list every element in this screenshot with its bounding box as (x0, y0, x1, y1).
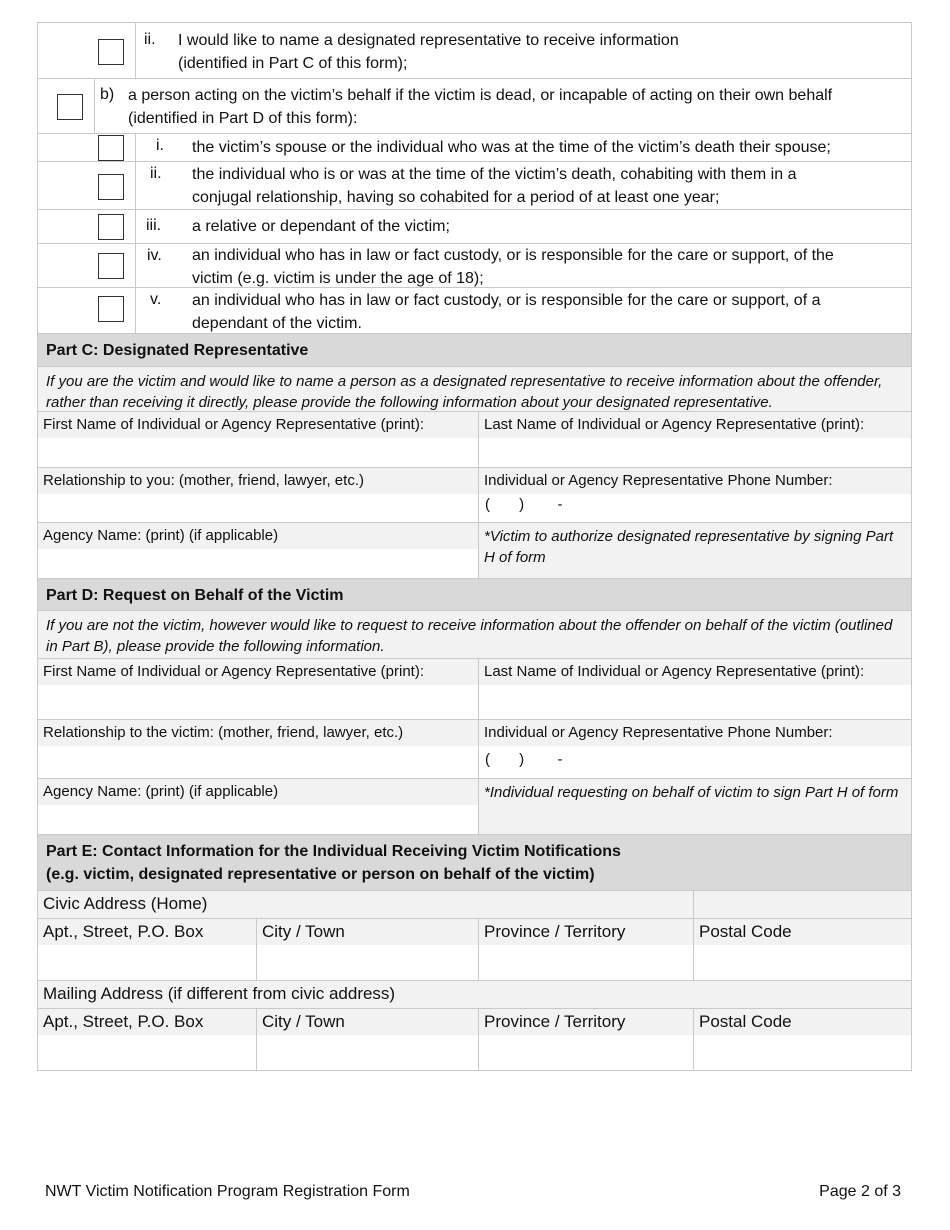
option-text: a person acting on the victim’s behalf if the victim is dead, or incapable of acting on their own behalf (128, 87, 833, 104)
option-text: the victim’s spouse or the individual who was at the time of the victim’s death their spouse; (192, 139, 831, 156)
option-number: ii. (150, 165, 162, 182)
mailing-address-label: Mailing Address (if different from civic address) (38, 981, 911, 1008)
part-c-intro: If you are the victim and would like to name a person as a designated representative to receive information about the offender, rather than receiving it directly, please provide the following information about your designated representative. (37, 367, 912, 412)
city-label: City / Town (257, 919, 478, 945)
checkbox-b-iii[interactable] (98, 214, 124, 240)
option-number: iii. (146, 217, 162, 234)
agency-name-field[interactable] (38, 779, 478, 834)
first-name-field[interactable] (38, 659, 478, 719)
civic-address-label: Civic Address (Home) (38, 891, 693, 918)
mailing-address-row (37, 1009, 912, 1071)
part-d-heading: Part D: Request on Behalf of the Victim (37, 579, 912, 611)
option-row-b (37, 79, 912, 134)
checkbox-b-v[interactable] (98, 296, 124, 322)
part-c-note-cell (478, 523, 911, 578)
postal-code-label: Postal Code (694, 919, 911, 945)
civic-street-field[interactable] (38, 919, 256, 980)
option-text: (identified in Part D of this form): (128, 110, 358, 127)
first-name-field[interactable] (38, 412, 478, 467)
part-d-note: *Individual requesting on behalf of victim to sign Part H of form (479, 779, 911, 834)
part-e-title: Part E: Contact Information for the Individual Receiving Victim Notifications (46, 843, 621, 860)
option-text: conjugal relationship, having so cohabited for a period of at least one year; (192, 189, 720, 206)
option-row-a-ii (37, 22, 912, 79)
street-label: Apt., Street, P.O. Box (38, 919, 256, 945)
street-label: Apt., Street, P.O. Box (38, 1009, 256, 1035)
civic-address-header-row (37, 891, 912, 919)
option-text: I would like to name a designated representative to receive information (178, 32, 679, 49)
city-label: City / Town (257, 1009, 478, 1035)
part-c-name-row (37, 412, 912, 468)
option-text: victim (e.g. victim is under the age of 18); (192, 270, 484, 287)
relationship-field[interactable] (38, 720, 478, 778)
option-number: ii. (144, 31, 156, 48)
footer-page-number: Page 2 of 3 (819, 1183, 901, 1200)
relationship-label: Relationship to the victim: (mother, friend, lawyer, etc.) (38, 720, 478, 746)
last-name-field[interactable] (478, 659, 911, 719)
option-text: (identified in Part C of this form); (178, 55, 408, 72)
mailing-city-field[interactable] (256, 1009, 478, 1070)
checkbox-b-i[interactable] (98, 135, 124, 161)
form-page (37, 22, 912, 1071)
mailing-address-header-row (37, 981, 912, 1009)
option-number: iv. (147, 247, 162, 264)
option-number: v. (150, 291, 162, 308)
last-name-field[interactable] (478, 412, 911, 467)
part-d-agency-row (37, 779, 912, 835)
postal-code-label: Postal Code (694, 1009, 911, 1035)
mailing-street-field[interactable] (38, 1009, 256, 1070)
first-name-label: First Name of Individual or Agency Representative (print): (38, 412, 478, 438)
part-d-intro: If you are not the victim, however would like to request to receive information about the offender on behalf of the victim (outlined in Part B), please provide the following information. (37, 611, 912, 659)
phone-field[interactable] (478, 720, 911, 778)
phone-label: Individual or Agency Representative Phone Number: (479, 720, 911, 746)
part-d-note-cell (478, 779, 911, 834)
agency-name-label: Agency Name: (print) (if applicable) (38, 779, 478, 805)
civic-address-row (37, 919, 912, 981)
option-text: a relative or dependant of the victim; (192, 218, 450, 235)
checkbox-b-ii[interactable] (98, 174, 124, 200)
part-c-heading: Part C: Designated Representative (37, 334, 912, 367)
part-c-relationship-row (37, 468, 912, 523)
option-row-b-iv (37, 244, 912, 288)
option-text: an individual who has in law or fact custody, or is responsible for the care or support, of a (192, 292, 821, 309)
footer-form-name: NWT Victim Notification Program Registration Form (45, 1183, 410, 1200)
agency-name-field[interactable] (38, 523, 478, 578)
checkbox-b-iv[interactable] (98, 253, 124, 279)
checkbox-b[interactable] (57, 94, 83, 120)
civic-city-field[interactable] (256, 919, 478, 980)
part-c-agency-row (37, 523, 912, 579)
mailing-postal-field[interactable] (693, 1009, 911, 1070)
checkbox-a-ii[interactable] (98, 39, 124, 65)
phone-number-template: ( ) - (485, 751, 563, 768)
option-text: an individual who has in law or fact custody, or is responsible for the care or support, of the (192, 247, 834, 264)
first-name-label: First Name of Individual or Agency Representative (print): (38, 659, 478, 685)
province-label: Province / Territory (479, 919, 693, 945)
option-row-b-iii (37, 210, 912, 244)
part-e-heading (37, 835, 912, 891)
option-text: dependant of the victim. (192, 315, 362, 332)
civic-postal-field[interactable] (693, 919, 911, 980)
option-number: b) (100, 86, 115, 103)
relationship-field[interactable] (38, 468, 478, 522)
province-label: Province / Territory (479, 1009, 693, 1035)
phone-number-template: ( ) - (485, 496, 563, 513)
agency-name-label: Agency Name: (print) (if applicable) (38, 523, 478, 549)
option-text: the individual who is or was at the time of the victim’s death, cohabiting with them in a (192, 166, 797, 183)
phone-field[interactable] (478, 468, 911, 522)
option-row-b-v (37, 288, 912, 334)
phone-label: Individual or Agency Representative Phone Number: (479, 468, 911, 494)
part-d-relationship-row (37, 720, 912, 779)
part-e-subtitle: (e.g. victim, designated representative or person on behalf of the victim) (46, 866, 595, 883)
civic-province-field[interactable] (478, 919, 693, 980)
part-d-name-row (37, 659, 912, 720)
last-name-label: Last Name of Individual or Agency Representative (print): (479, 659, 911, 685)
relationship-label: Relationship to you: (mother, friend, lawyer, etc.) (38, 468, 478, 494)
last-name-label: Last Name of Individual or Agency Representative (print): (479, 412, 911, 438)
part-c-note: *Victim to authorize designated representative by signing Part H of form (479, 523, 911, 578)
option-row-b-ii (37, 162, 912, 210)
mailing-province-field[interactable] (478, 1009, 693, 1070)
option-row-b-i (37, 134, 912, 162)
option-number: i. (156, 137, 164, 154)
